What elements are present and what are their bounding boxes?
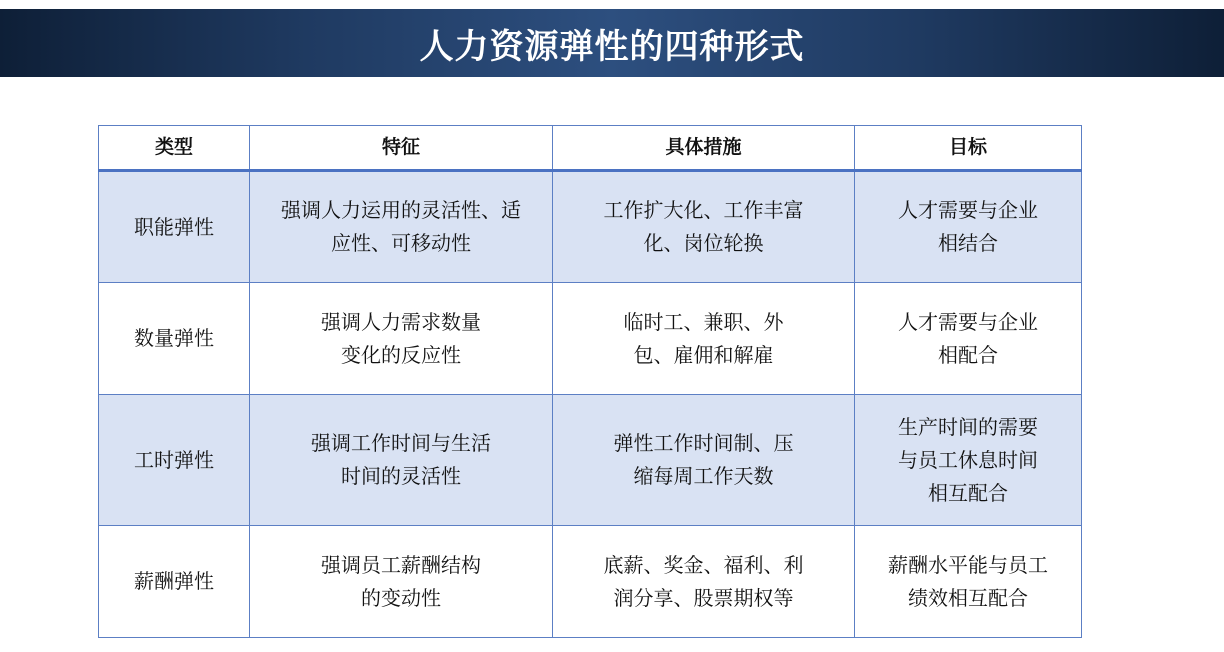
cell-line: 临时工、兼职、外 — [623, 309, 784, 334]
cell-type: 数量弹性 — [99, 283, 250, 395]
cell-line: 润分享、股票期权等 — [613, 585, 794, 610]
cell-line: 相互配合 — [928, 480, 1008, 505]
cell-line: 时间的灵活性 — [341, 464, 461, 488]
cell-type: 薪酬弹性 — [99, 526, 250, 638]
page-title: 人力资源弹性的四种形式 — [419, 26, 805, 67]
cell-line: 弹性工作时间制、压 — [613, 431, 794, 455]
cell-line: 人才需要与企业 — [898, 309, 1038, 334]
cell-feature — [250, 171, 553, 283]
table-row — [99, 395, 1082, 526]
cell-feature — [250, 395, 553, 526]
cell-feature — [250, 526, 553, 638]
cell-line: 绩效相互配合 — [908, 585, 1028, 610]
cell-line: 包、雇佣和解雇 — [633, 342, 774, 367]
header-goal: 目标 — [855, 126, 1082, 171]
cell-line: 相配合 — [938, 342, 998, 367]
table-header-row — [99, 126, 1082, 171]
cell-measures — [553, 395, 855, 526]
cell-line: 强调员工薪酬结构 — [321, 552, 481, 577]
cell-goal — [855, 283, 1082, 395]
cell-measures — [553, 526, 855, 638]
cell-goal — [855, 526, 1082, 638]
cell-feature — [250, 283, 553, 395]
cell-measures — [553, 283, 855, 395]
cell-line: 缩每周工作天数 — [633, 464, 774, 488]
cell-line: 强调工作时间与生活 — [311, 431, 491, 455]
cell-line: 化、岗位轮换 — [643, 231, 764, 255]
title-bar — [0, 9, 1224, 77]
cell-line: 强调人力运用的灵活性、适 — [281, 198, 521, 222]
header-measures: 具体措施 — [553, 126, 855, 171]
cell-line: 底薪、奖金、福利、利 — [603, 552, 804, 577]
header-type: 类型 — [99, 126, 250, 171]
cell-goal — [855, 171, 1082, 283]
cell-line: 强调人力需求数量 — [321, 309, 481, 334]
table-row — [99, 171, 1082, 283]
cell-measures — [553, 171, 855, 283]
cell-line: 与员工休息时间 — [898, 447, 1038, 472]
cell-line: 生产时间的需要 — [898, 414, 1038, 439]
cell-line: 薪酬水平能与员工 — [888, 552, 1048, 577]
cell-type: 职能弹性 — [99, 171, 250, 283]
cell-type: 工时弹性 — [99, 395, 250, 526]
table-row — [99, 526, 1082, 638]
cell-line: 的变动性 — [361, 585, 441, 610]
header-feature: 特征 — [250, 126, 553, 171]
cell-line: 人才需要与企业 — [898, 198, 1038, 222]
cell-line: 变化的反应性 — [341, 342, 461, 367]
hr-flexibility-table — [98, 125, 1082, 638]
cell-line: 相结合 — [938, 231, 998, 255]
cell-line: 工作扩大化、工作丰富 — [603, 198, 804, 222]
table-row — [99, 283, 1082, 395]
cell-line: 应性、可移动性 — [331, 231, 471, 255]
cell-goal — [855, 395, 1082, 526]
